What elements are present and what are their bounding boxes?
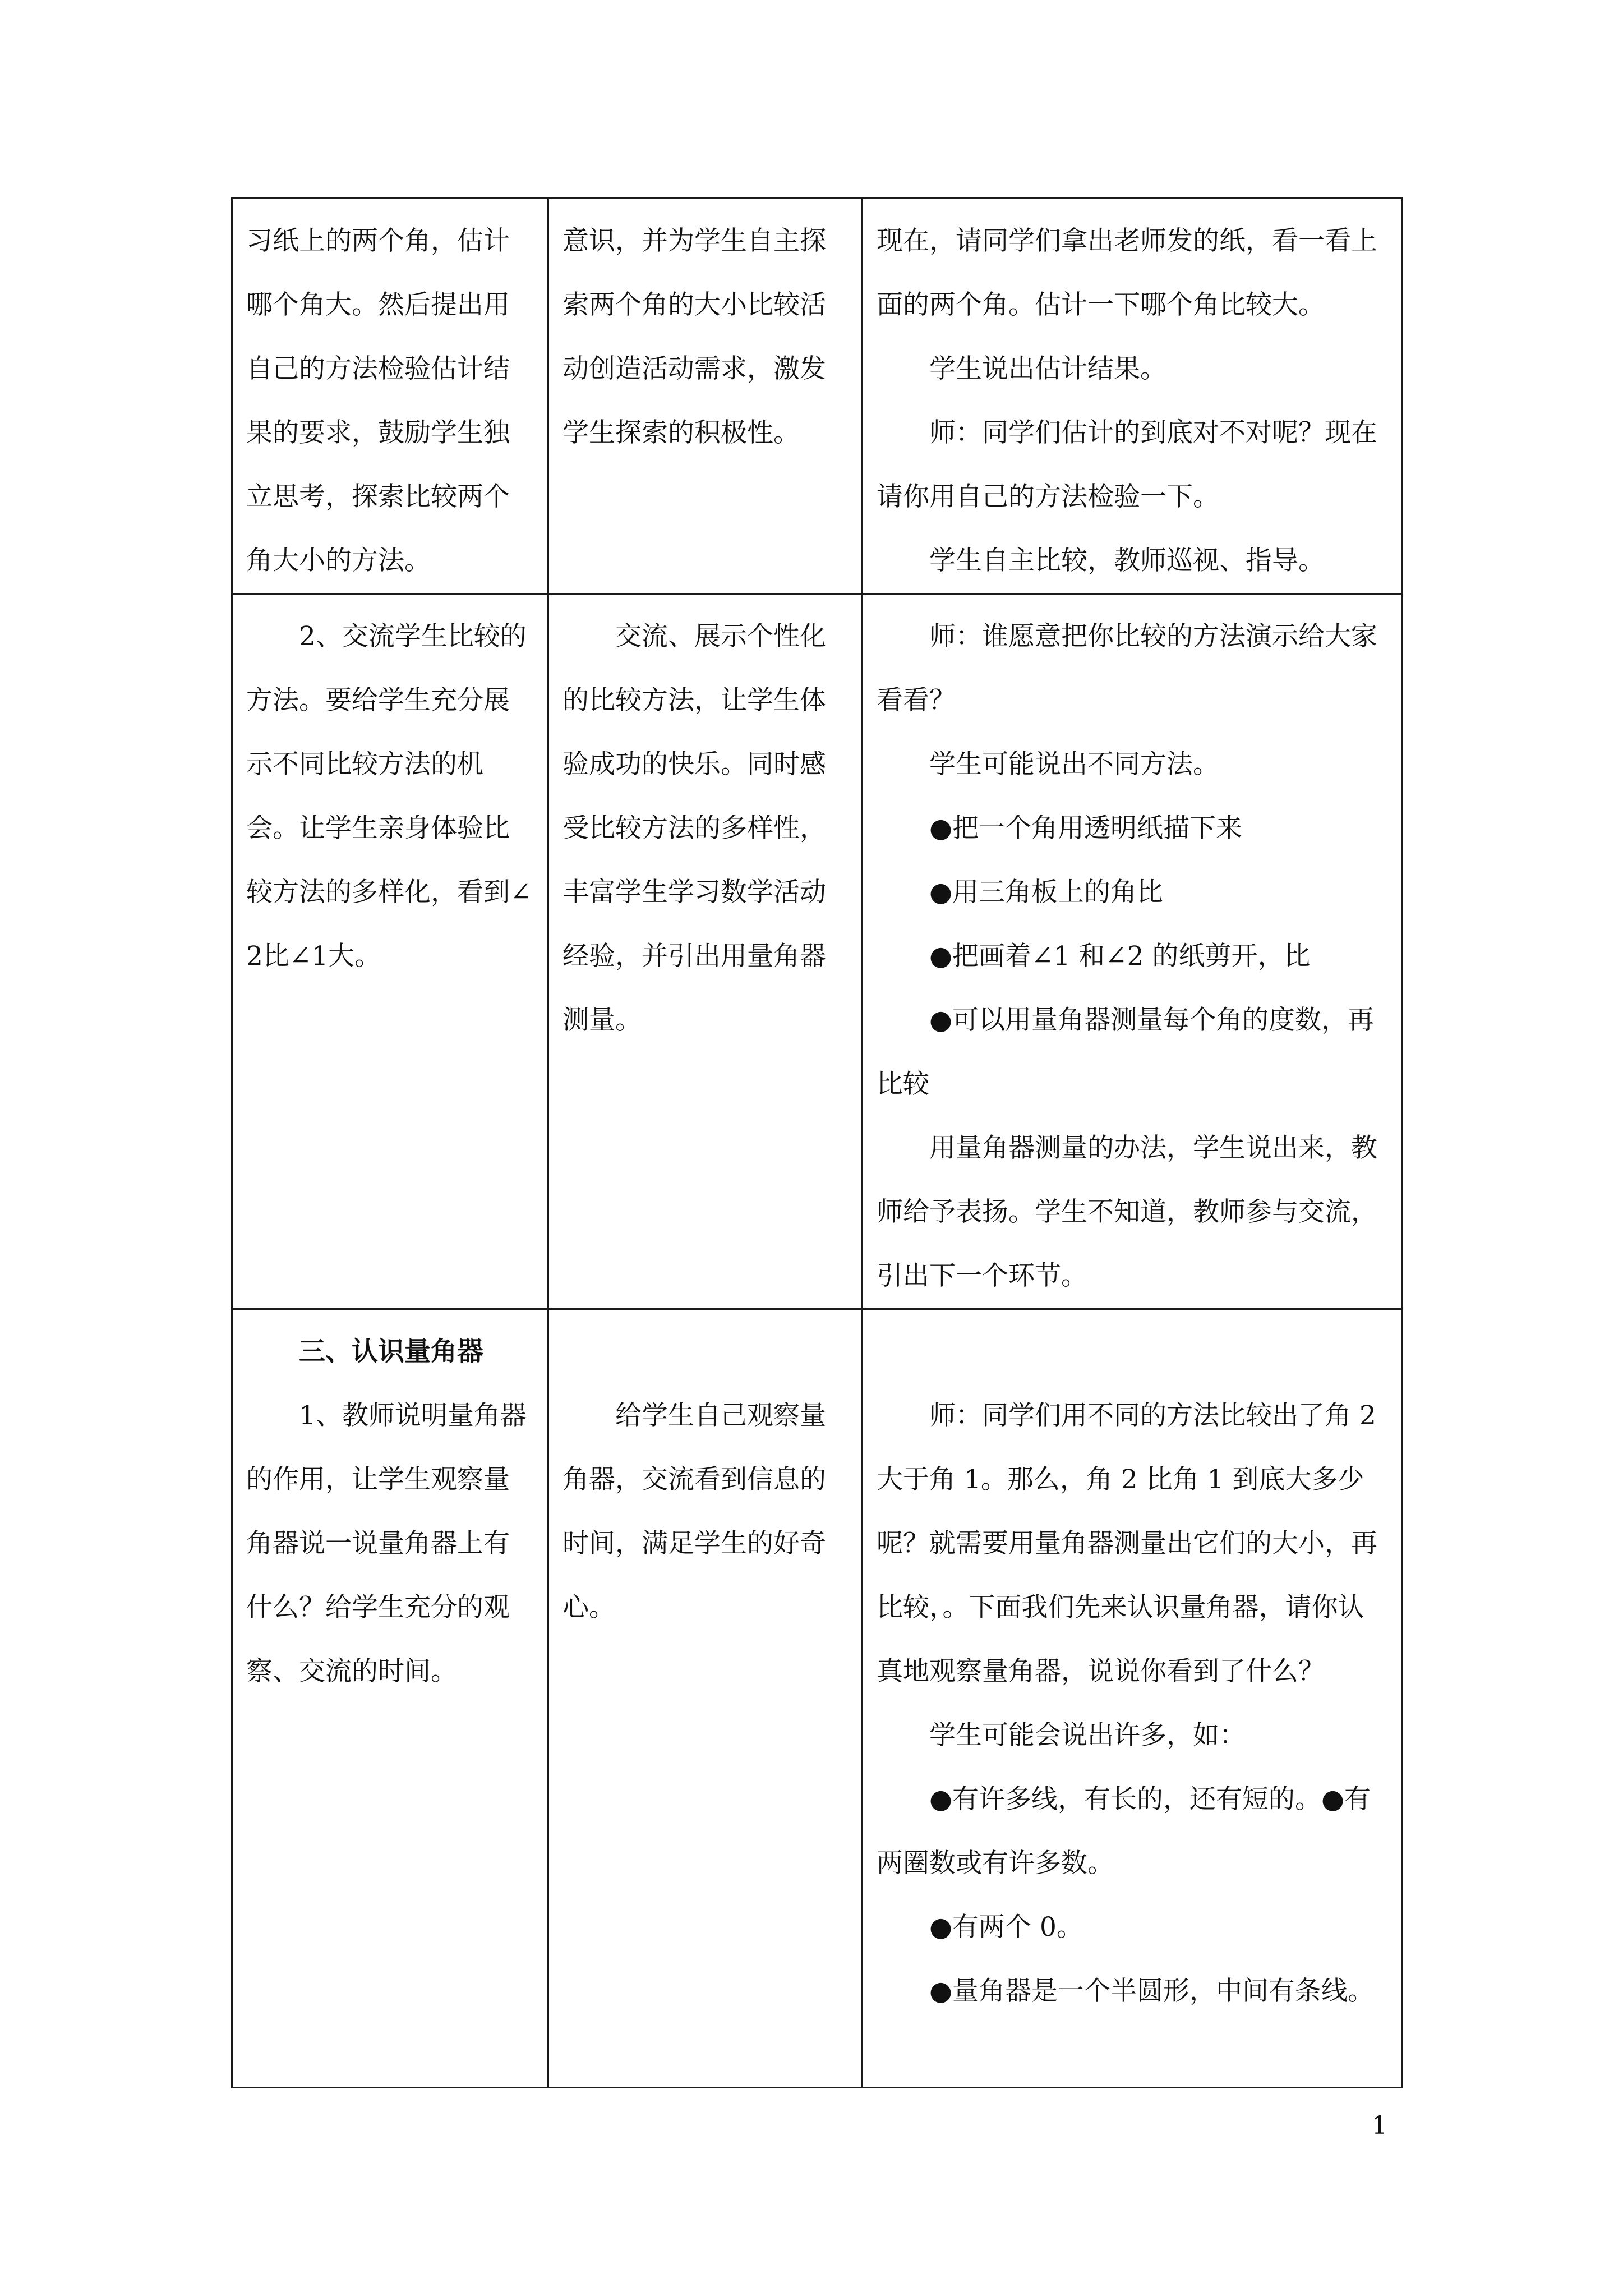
section-heading: 三、认识量角器 [299,1336,483,1367]
lesson-plan-table [231,197,1403,2088]
teaching-step-cell [232,594,548,1309]
cell-paragraph: 用量角器测量的办法，学生说出来，教师给予表扬。学生不知道，教师参与交流，引出下一个环节。 [877,1133,1377,1291]
cell-paragraph: 意识，并为学生自主探索两个角的大小比较活动创造活动需求，激发学生探索的积极性。 [562,226,826,448]
cell-paragraph: 给学生自己观察量角器，交流看到信息的时间，满足学生的好奇心。 [562,1400,826,1623]
design-intent-cell [548,594,863,1309]
design-intent-cell [548,199,863,594]
teaching-step-cell [232,1309,548,2088]
cell-paragraph: 1、教师说明量角器的作用，让学生观察量角器说一说量角器上有什么？给学生充分的观察、交流的时间。 [246,1400,527,1687]
cell-paragraph: 学生自主比较，教师巡视、指导。 [929,545,1325,576]
cell-paragraph: 学生可能说出不同方法。 [929,749,1219,780]
bullet-item: ●量角器是一个半圆形，中间有条线。 [929,1976,1375,2007]
teaching-process-cell [863,199,1402,594]
teaching-process-cell [863,1309,1402,2088]
table-row [232,594,1402,1309]
teaching-process-cell [863,594,1402,1309]
cell-paragraph: 师：同学们用不同的方法比较出了角 2 大于角 1。那么，角 2 比角 1 到底大多少呢？就需要用量角器测量出它们的大小，再比较，。下面我们先来认识量角器，请你认真地观察量角器，说说你看到了什么？ [877,1400,1377,1687]
table-row [232,1309,1402,2088]
bullet-item: ●有两个 0。 [929,1912,1083,1943]
page-number: 1 [1372,2111,1387,2140]
design-intent-cell [548,1309,863,2088]
cell-paragraph: 学生可能会说出许多，如： [929,1720,1246,1751]
cell-paragraph: 学生说出估计结果。 [929,353,1166,384]
teaching-step-cell [232,199,548,594]
bullet-item: ●把一个角用透明纸描下来 [929,813,1243,844]
bullet-item: ●可以用量角器测量每个角的度数，再比较 [877,1005,1375,1099]
bullet-item: ●有许多线，有长的，还有短的。●有两圈数或有许多数。 [877,1784,1371,1879]
bullet-item: ●用三角板上的角比 [929,877,1164,908]
table-row [232,199,1402,594]
cell-paragraph: 现在，请同学们拿出老师发的纸，看一看上面的两个角。估计一下哪个角比较大。 [877,226,1377,320]
cell-paragraph: 师：同学们估计的到底对不对呢？现在请你用自己的方法检验一下。 [877,417,1377,512]
cell-paragraph: 2、交流学生比较的方法。要给学生充分展示不同比较方法的机会。让学生亲身体验比较方法的多样化，看到∠2比∠1大。 [246,621,532,972]
cell-paragraph: 师：谁愿意把你比较的方法演示给大家看看？ [877,621,1377,716]
cell-paragraph: 习纸上的两个角，估计哪个角大。然后提出用自己的方法检验估计结果的要求，鼓励学生独立思考，探索比较两个角大小的方法。 [246,226,510,576]
bullet-item: ●把画着∠1 和∠2 的纸剪开，比 [929,941,1311,972]
cell-paragraph: 交流、展示个性化的比较方法，让学生体验成功的快乐。同时感受比较方法的多样性，丰富学生学习数学活动经验，并引出用量角器测量。 [562,621,826,1036]
